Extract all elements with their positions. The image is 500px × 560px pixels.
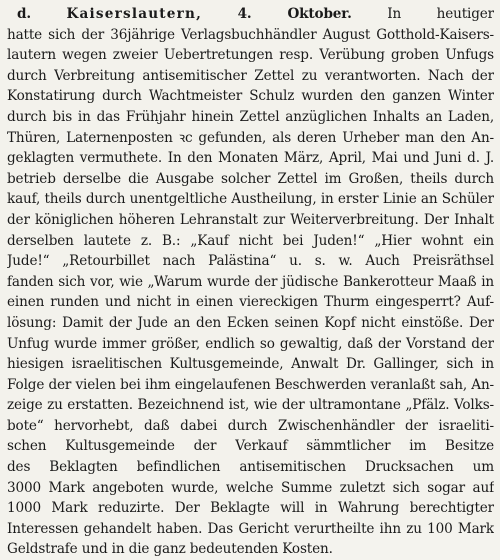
article-line-17: Unfug wurde immer größer, endlich so gewaltig, daß der Vorstand der — [7, 335, 494, 352]
article-line-27: Geldstrafe und in die ganz bedeutenden Kosten. — [7, 541, 333, 558]
article-line-3: lautern wegen zweier Uebertretungen resp. Verübung groben Unfugs — [7, 47, 494, 64]
article-line-11: der königlichen höheren Lehranstalt zur Weiterverbreitung. Der Inhalt — [7, 211, 494, 228]
article-line-10: kauf, theils durch unentgeltliche Austheilung, in erster Linie an Schüler — [7, 191, 494, 208]
article-line-2: hatte sich der 36jährige Verlagsbuchhändler August Gotthold-Kaisers- — [7, 26, 494, 43]
article-line-7: Thüren, Laternenposten ꝛc gefunden, als deren Urheber man den An- — [7, 129, 494, 146]
article-line-5: Konstatirung durch Wachtmeister Schulz wurden den ganzen Winter — [7, 88, 494, 105]
article-line-18: hiesigen israelitischen Kultusgemeinde, Anwalt Dr. Gallinger, sich in — [7, 356, 494, 373]
article-line-4: durch Verbreitung antisemitischer Zettel zu verantworten. Nach der — [7, 67, 494, 84]
article-line-23: des Beklagten befindlichen antisemitischen Drucksachen um — [7, 459, 494, 476]
article-line-22: schen Kultusgemeinde der Verkauf sämmtlicher im Besitze — [7, 438, 494, 455]
article-line-1 — [7, 4, 494, 25]
dateline-date: 4. Oktober. — [237, 6, 352, 22]
article-line-20: zeige zu erstatten. Bezeichnend ist, wie der ultramontane „Pfälz. Volks- — [7, 397, 494, 414]
dateline-place: Kaiserslautern, — [66, 6, 202, 22]
article — [7, 4, 494, 560]
article-line-26: Interessen gehandelt haben. Das Gericht verurtheilte ihn zu 100 Mark — [7, 520, 494, 537]
article-line-15: einen runden und nicht in einen viereckigen Thurm eingesperrt? Auf- — [7, 294, 494, 311]
article-line-19: Folge der vielen bei ihm eingelaufenen Beschwerden veranlaßt sah, An- — [7, 376, 494, 393]
article-text: In heutiger — [387, 6, 494, 22]
article-line-14: fanden sich vor, wie „Warum wurde der jüdische Bankerotteur Maaß in — [7, 273, 494, 290]
article-line-6: durch bis in das Frühjahr hinein Zettel anzüglichen Inhalts an Laden, — [7, 108, 494, 125]
article-line-12: derselben lautete z. B.: „Kauf nicht bei Juden!“ „Hier wohnt ein — [7, 232, 494, 249]
article-line-16: lösung: Damit der Jude an den Ecken seinen Kopf nicht einstöße. Der — [7, 314, 494, 331]
article-line-24: 3000 Mark angeboten wurde, welche Summe zuletzt sich sogar auf — [7, 479, 494, 496]
article-line-8: geklagten vermuthete. In den Monaten März, April, Mai und Juni d. J. — [7, 150, 494, 167]
article-line-13: Jude!“ „Retourbillet nach Palästina“ u. s. w. Auch Preisräthsel — [7, 253, 494, 270]
article-line-9: betrieb derselbe die Ausgabe solcher Zettel im Großen, theils durch — [7, 170, 494, 187]
article-line-21: bote“ hervorhebt, daß dabei durch Zwischenhändler der israeliti- — [7, 417, 494, 434]
article-line-25: 1000 Mark reduzirte. Der Beklagte will in Wahrung berechtigter — [7, 500, 494, 517]
dateline-marker: d. — [17, 6, 31, 22]
